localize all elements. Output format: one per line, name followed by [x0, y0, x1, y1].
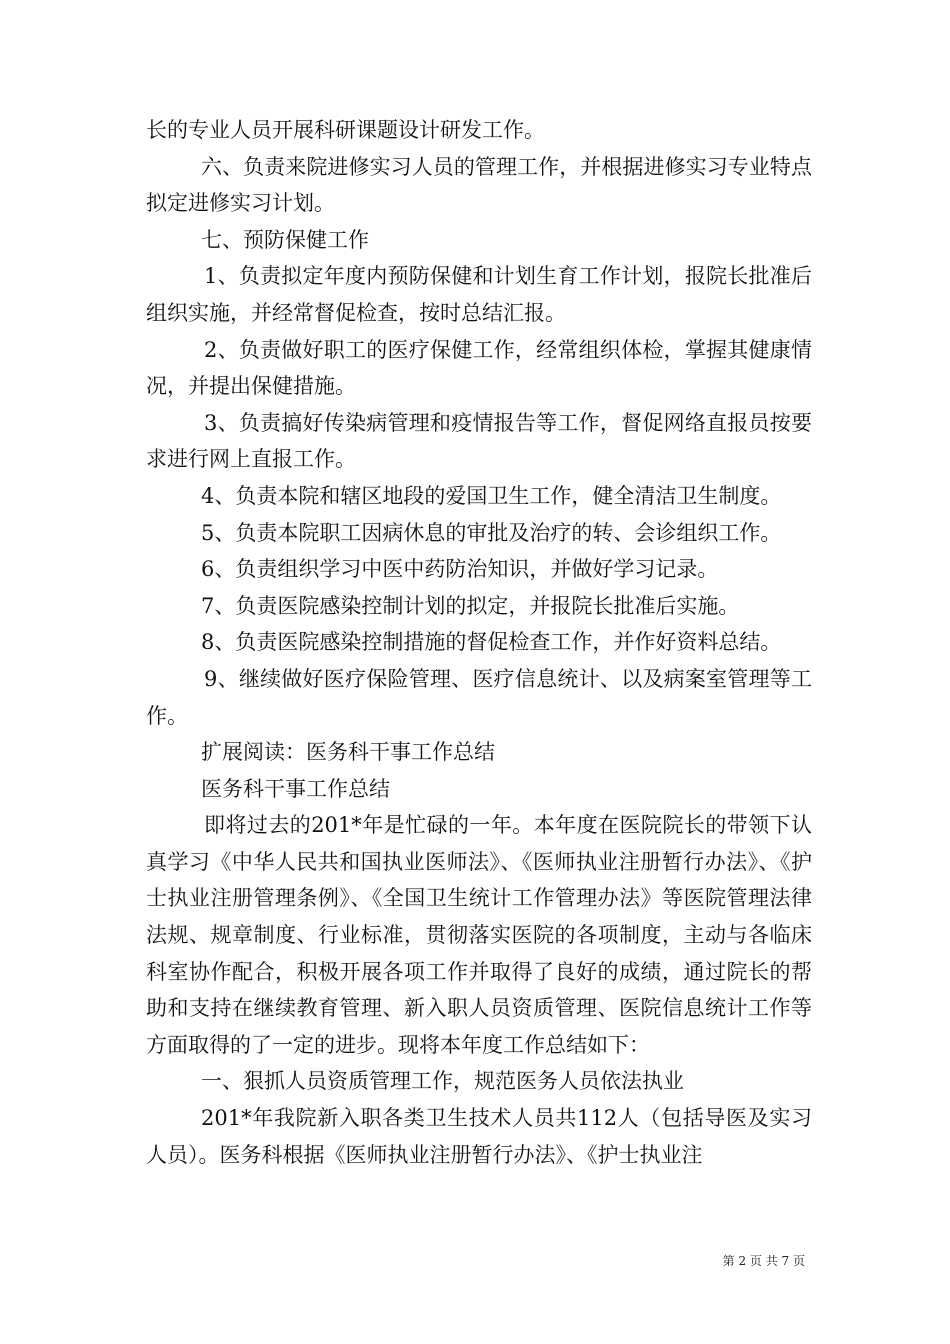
- section-heading: 一、狠抓人员资质管理工作，规范医务人员依法执业: [201, 1069, 684, 1094]
- extended-reading-heading: 扩展阅读：医务科干事工作总结: [201, 740, 495, 765]
- list-item: 6、负责组织学习中医中药防治知识，并做好学习记录。: [201, 557, 719, 582]
- list-item: 1、负责拟定年度内预防保健和计划生育工作计划，报院长批准后组织实施，并经常督促检查，按时总结汇报。: [146, 264, 812, 325]
- document-body: [146, 112, 812, 1173]
- paragraph: 201*年我院新入职各类卫生技术人员共112人（包括导医及实习人员）。医务科根据《医师执业注册暂行办法》、《护士执业注: [146, 1106, 812, 1167]
- list-item: 9、继续做好医疗保险管理、医疗信息统计、以及病案室管理等工作。: [146, 666, 812, 728]
- paragraph: 六、负责来院进修实习人员的管理工作，并根据进修实习专业特点拟定进修实习计划。: [146, 154, 812, 216]
- list-item: 2、负责做好职工的医疗保健工作，经常组织体检，掌握其健康情况，并提出保健措施。: [146, 337, 812, 399]
- list-item: 3、负责搞好传染病管理和疫情报告等工作，督促网络直报员按要求进行网上直报工作。: [146, 410, 812, 472]
- list-item: 4、负责本院和辖区地段的爱国卫生工作，健全清洁卫生制度。: [201, 483, 782, 508]
- page-number: 第 2 页 共 7 页: [722, 1254, 805, 1268]
- paragraph: 长的专业人员开展科研课题设计研发工作。: [146, 118, 545, 142]
- list-item: 5、负责本院职工因病休息的审批及治疗的转、会诊组织工作。: [201, 520, 782, 545]
- list-item: 8、负责医院感染控制措施的督促检查工作，并作好资料总结。: [201, 630, 782, 655]
- section-heading: 七、预防保健工作: [201, 227, 369, 252]
- paragraph: 即将过去的201*年是忙碌的一年。本年度在医院院长的带领下认真学习《中华人民共和国执业医师法》、《医师执业注册暂行办法》、《护士执业注册管理条例》、《全国卫生统计工作管理办法》等医院管理法律法规、规章制度、行业标准，贯彻落实医院的各项制度，主动与各临床科室协作配合，积极开展各项工作并取得了良好的成绩，通过院长的帮助和支持在继续教育管理、新入职人员资质管理、医院信息统计工作等方面取得的了一定的进步。现将本年度工作总结如下：: [146, 813, 812, 1057]
- document-title: 医务科干事工作总结: [201, 776, 390, 801]
- list-item: 7、负责医院感染控制计划的拟定，并报院长批准后实施。: [201, 593, 740, 618]
